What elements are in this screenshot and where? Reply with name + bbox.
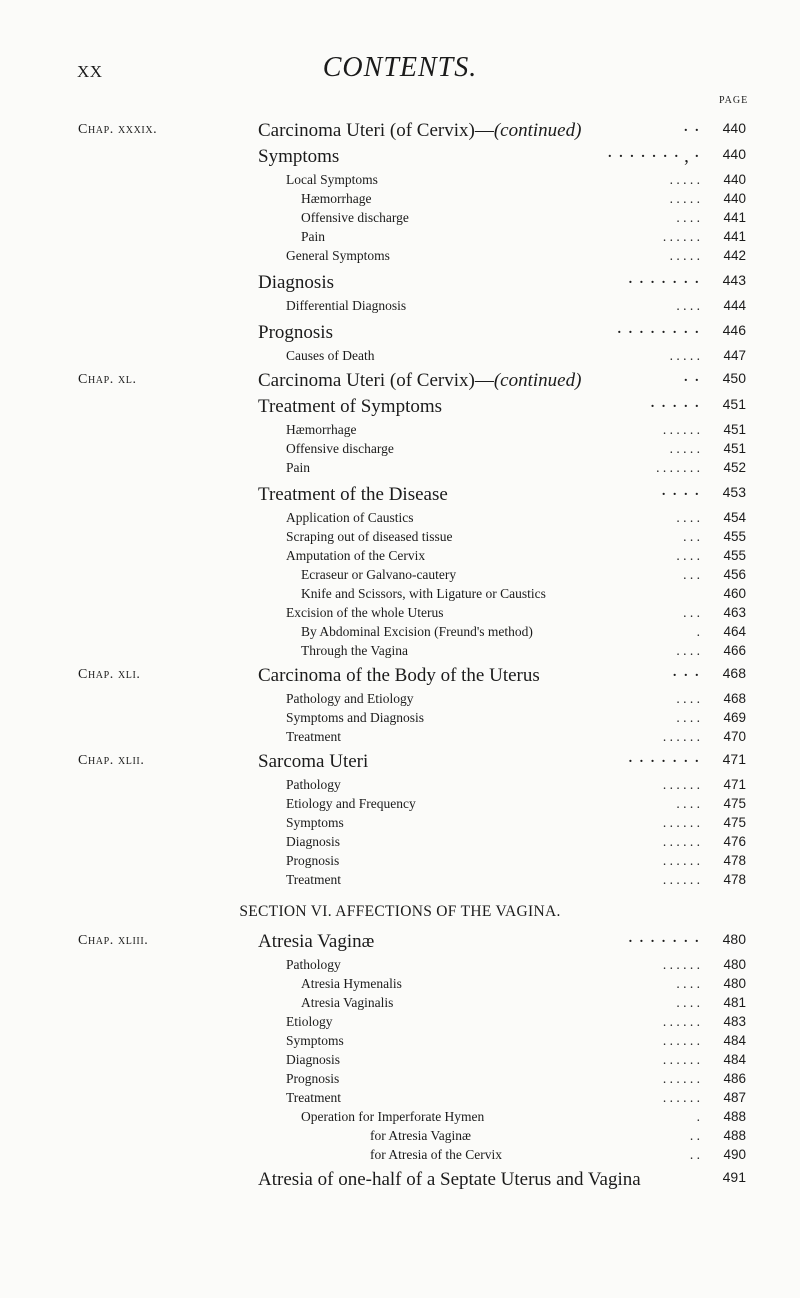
toc-entry: [0, 120, 800, 142]
entry-page: 456: [723, 567, 746, 582]
entry-title: [286, 422, 356, 438]
entry-title-text: Pathology: [286, 777, 341, 792]
dot-leader: · ·: [682, 370, 700, 391]
toc-entry: [0, 643, 800, 665]
entry-page: 443: [722, 272, 746, 288]
dot-leader: . . . . . .: [662, 957, 700, 972]
dot-leader: · · · · · · ·: [627, 931, 700, 952]
entry-page: 481: [723, 995, 746, 1010]
entry-title-text: Diagnosis: [258, 272, 334, 293]
entry-title-text: Prognosis: [286, 1071, 340, 1086]
entry-page: 486: [723, 1071, 746, 1086]
entry-page: 484: [723, 1052, 746, 1067]
entry-title-text: Diagnosis: [286, 1052, 340, 1067]
toc-entry: [0, 370, 800, 392]
entry-title: [286, 605, 443, 621]
toc-entry: [0, 729, 800, 751]
entry-title-text: Treatment of the Disease: [258, 484, 448, 505]
entry-page: 440: [722, 120, 746, 136]
entry-title: [301, 643, 408, 659]
dot-leader: . . .: [683, 605, 700, 620]
entry-title: [301, 210, 409, 226]
toc-entry: [0, 665, 800, 687]
entry-title-text: Differential Diagnosis: [286, 298, 407, 313]
entry-title-text: Treatment: [286, 729, 341, 744]
entry-title: [286, 1090, 341, 1106]
entry-title: [286, 548, 425, 564]
dot-leader: . . . .: [676, 995, 700, 1010]
dot-leader: . . . . . .: [662, 872, 700, 887]
dot-leader: . . . . .: [669, 441, 700, 456]
entry-title-text: Local Symptoms: [286, 172, 378, 187]
entry-page: 491: [722, 1169, 746, 1185]
entry-page: 478: [723, 872, 746, 887]
entry-title-text: Amputation of the Cervix: [286, 548, 426, 563]
entry-page: 452: [723, 460, 746, 475]
dot-leader: . . . . . .: [662, 729, 700, 744]
entry-title: [286, 1014, 333, 1030]
dot-leader: . . . .: [676, 210, 700, 225]
dot-leader: .: [696, 1109, 700, 1124]
dot-leader: . . . . . .: [662, 1033, 700, 1048]
dot-leader: · ·: [682, 120, 700, 141]
entry-page: 446: [722, 322, 746, 338]
entry-page: 475: [723, 796, 746, 811]
dot-leader: · · · · · · · ·: [616, 322, 700, 343]
entry-title-text: Diagnosis: [286, 834, 340, 849]
entry-page: 453: [722, 484, 746, 500]
page-column-label: PAGE: [719, 95, 749, 106]
dot-leader: . . . . . .: [662, 1090, 700, 1105]
dot-leader: . . . .: [676, 298, 700, 313]
entry-title: [286, 298, 406, 314]
dot-leader: · · · ·: [660, 484, 700, 505]
dot-leader: . . . . .: [669, 348, 700, 363]
dot-leader: . . .: [683, 529, 700, 544]
entry-title: [301, 1109, 484, 1125]
entry-title-text: Carcinoma Uteri (of Cervix)—: [258, 120, 494, 141]
entry-title-text: Scraping out of diseased tissue: [286, 529, 453, 544]
entry-page: 487: [723, 1090, 746, 1105]
toc-entry: [0, 1169, 800, 1191]
entry-title: [258, 120, 581, 142]
entry-page: 468: [723, 691, 746, 706]
dot-leader: . . . . . .: [662, 834, 700, 849]
entry-page: 471: [723, 777, 746, 792]
entry-title: [370, 1147, 502, 1163]
entry-title: [258, 370, 581, 392]
entry-page: 480: [723, 976, 746, 991]
entry-title-text: Treatment: [286, 872, 341, 887]
entry-title: [258, 322, 333, 344]
entry-page: 475: [723, 815, 746, 830]
entry-page: 488: [723, 1109, 746, 1124]
dot-leader: . . . .: [676, 691, 700, 706]
dot-leader: . . . . . .: [662, 422, 700, 437]
toc-entry: [0, 872, 800, 894]
entry-title-text: Knife and Scissors, with Ligature or Caustics: [301, 586, 546, 601]
entry-page: 440: [723, 172, 746, 187]
entry-page: 463: [723, 605, 746, 620]
entry-title-text: Treatment: [286, 1090, 341, 1105]
entry-title-text: for Atresia Vaginæ: [370, 1128, 471, 1143]
entry-page: 444: [723, 298, 746, 313]
toc-entry: [0, 931, 800, 953]
entry-title: [286, 460, 310, 476]
entry-title-text: Excision of the whole Uterus: [286, 605, 444, 620]
dot-leader: . . .: [683, 567, 700, 582]
dot-leader: . . . . .: [669, 248, 700, 263]
entry-title-text: Treatment of Symptoms: [258, 396, 443, 417]
entry-page: 441: [723, 210, 746, 225]
entry-title-text: Symptoms: [258, 146, 340, 167]
dot-leader: . . . . . .: [662, 1052, 700, 1067]
entry-page: 476: [723, 834, 746, 849]
entry-title: [301, 567, 456, 583]
entry-title-text: Operation for Imperforate Hymen: [301, 1109, 485, 1124]
dot-leader: . . . . . .: [662, 777, 700, 792]
entry-title-text: By Abdominal Excision (Freund's method): [301, 624, 533, 639]
entry-title: [286, 248, 390, 264]
dot-leader: . .: [689, 1128, 700, 1143]
entry-page: 454: [723, 510, 746, 525]
entry-page: 480: [722, 931, 746, 947]
chapter-label: Chap. xl.: [78, 372, 137, 387]
dot-leader: . . . . . .: [662, 1014, 700, 1029]
entry-title-text: Carcinoma of the Body of the Uterus: [258, 665, 540, 686]
dot-leader: . . . .: [676, 976, 700, 991]
toc-entry: [0, 322, 800, 344]
entry-title-text: Prognosis: [286, 853, 340, 868]
page-title: CONTENTS.: [322, 52, 478, 83]
dot-leader: · · · · · · ·: [627, 272, 700, 293]
entry-page: 469: [723, 710, 746, 725]
entry-page: 455: [723, 548, 746, 563]
entry-title: [286, 172, 378, 188]
dot-leader: . . . . . .: [662, 853, 700, 868]
chapter-label: Chap. xli.: [78, 667, 141, 682]
entry-page: 490: [723, 1147, 746, 1162]
entry-page: 451: [723, 441, 746, 456]
chapter-label: Chap. xlii.: [78, 753, 145, 768]
entry-page: 468: [722, 665, 746, 681]
entry-title-text: Ecraseur or Galvano-cautery: [301, 567, 457, 582]
entry-title: [286, 691, 414, 707]
dot-leader: . . . . . .: [662, 229, 700, 244]
entry-page: 460: [723, 586, 746, 601]
entry-page: 484: [723, 1033, 746, 1048]
entry-title: [301, 624, 533, 640]
entry-title-text: Hæmorrhage: [286, 422, 357, 437]
entry-title-text: Pain: [301, 229, 326, 244]
entry-title: [286, 834, 340, 850]
dot-leader: . .: [689, 1147, 700, 1162]
entry-page: 470: [723, 729, 746, 744]
entry-title: [286, 777, 341, 793]
entry-title-text: Pathology: [286, 957, 341, 972]
dot-leader: . . . . .: [669, 191, 700, 206]
entry-title-text: Offensive discharge: [301, 210, 409, 225]
toc-entry: [0, 146, 800, 168]
entry-title: [286, 815, 344, 831]
entry-title-text: for Atresia of the Cervix: [370, 1147, 502, 1162]
entry-title-text: Pathology and Etiology: [286, 691, 414, 706]
dot-leader: . . . . .: [669, 172, 700, 187]
entry-page: 451: [723, 422, 746, 437]
toc-entry: [0, 348, 800, 370]
entry-page: 450: [722, 370, 746, 386]
entry-page: 483: [723, 1014, 746, 1029]
entry-title-text: Application of Caustics: [286, 510, 414, 525]
entry-title-text: Atresia Vaginæ: [258, 931, 375, 952]
dot-leader: .: [696, 624, 700, 639]
entry-title: [258, 396, 442, 418]
entry-title-text: Symptoms and Diagnosis: [286, 710, 425, 725]
entry-title-text: Atresia Hymenalis: [301, 976, 402, 991]
dot-leader: . . . . . .: [662, 1071, 700, 1086]
entry-title: [286, 529, 452, 545]
entry-page: 466: [723, 643, 746, 658]
entry-title-text: Through the Vagina: [301, 643, 408, 658]
toc-entry: [0, 396, 800, 418]
dot-leader: · · ·: [671, 665, 700, 686]
entry-page: 464: [723, 624, 746, 639]
entry-title: [286, 1071, 339, 1087]
entry-title: [286, 796, 416, 812]
dot-leader: . . . . . .: [662, 815, 700, 830]
entry-page: 471: [722, 751, 746, 767]
entry-title-text: Symptoms: [286, 1033, 344, 1048]
entry-title-text: General Symptoms: [286, 248, 390, 263]
entry-title: [301, 229, 325, 245]
entry-title-text: Symptoms: [286, 815, 344, 830]
entry-title: [258, 484, 448, 506]
entry-title: [286, 1033, 344, 1049]
entry-title-continued: (continued): [493, 370, 582, 391]
entry-page: 442: [723, 248, 746, 263]
chapter-label: Chap. xliii.: [78, 933, 149, 948]
page-number: XX: [77, 62, 103, 81]
entry-title-text: Pain: [286, 460, 311, 475]
toc-entry: [0, 751, 800, 773]
entry-title: [258, 665, 540, 687]
entry-title: [301, 976, 402, 992]
entry-title: [301, 995, 393, 1011]
entry-title: [370, 1128, 471, 1144]
toc-entry: [0, 1147, 800, 1169]
entry-title-text: Offensive discharge: [286, 441, 394, 456]
dot-leader: . . . .: [676, 710, 700, 725]
dot-leader: . . . .: [676, 796, 700, 811]
entry-title: [301, 586, 546, 602]
entry-title-text: Etiology and Frequency: [286, 796, 416, 811]
entry-title-text: Sarcoma Uteri: [258, 751, 369, 772]
entry-title-text: Atresia Vaginalis: [301, 995, 394, 1010]
entry-title: [286, 348, 374, 364]
section-heading: SECTION VI. AFFECTIONS OF THE VAGINA.: [239, 903, 561, 920]
dot-leader: · · · · · · ·: [627, 751, 700, 772]
entry-title: [286, 872, 341, 888]
toc-entry: [0, 248, 800, 270]
dot-leader: . . . .: [676, 510, 700, 525]
dot-leader: . . . . . . .: [656, 460, 700, 475]
entry-title: [258, 751, 368, 773]
entry-title-text: Prognosis: [258, 322, 333, 343]
entry-title: [286, 510, 413, 526]
entry-page: 447: [723, 348, 746, 363]
entry-page: 480: [723, 957, 746, 972]
chapter-label: Chap. xxxix.: [78, 122, 158, 137]
entry-title: [258, 272, 334, 294]
entry-title-continued: (continued): [493, 120, 582, 141]
entry-title: [258, 931, 374, 953]
entry-title-text: Etiology: [286, 1014, 333, 1029]
entry-page: 441: [723, 229, 746, 244]
entry-title-text: Hæmorrhage: [301, 191, 372, 206]
entry-page: 478: [723, 853, 746, 868]
entry-title: [286, 1052, 340, 1068]
entry-title-text: Carcinoma Uteri (of Cervix)—: [258, 370, 494, 391]
dot-leader: · · · · ·: [649, 396, 700, 417]
dot-leader: . . . .: [676, 643, 700, 658]
toc-entry: [0, 272, 800, 294]
toc-entry: [0, 460, 800, 482]
entry-title-text: Causes of Death: [286, 348, 375, 363]
entry-page: 488: [723, 1128, 746, 1143]
entry-title: [286, 710, 424, 726]
toc-entry: [0, 484, 800, 506]
toc-entry: [0, 298, 800, 320]
entry-title: [286, 729, 341, 745]
dot-leader: · · · · · · · , ·: [606, 146, 700, 167]
entry-page: 455: [723, 529, 746, 544]
entry-title: [286, 853, 339, 869]
entry-title: [258, 146, 339, 168]
entry-title-text: Atresia of one-half of a Septate Uterus and Vagina: [258, 1169, 641, 1190]
entry-title: [286, 441, 394, 457]
entry-title: [286, 957, 341, 973]
dot-leader: . . . .: [676, 548, 700, 563]
entry-page: 440: [723, 191, 746, 206]
entry-title: [301, 191, 371, 207]
entry-page: 451: [722, 396, 746, 412]
entry-title: [258, 1169, 641, 1191]
entry-page: 440: [722, 146, 746, 162]
